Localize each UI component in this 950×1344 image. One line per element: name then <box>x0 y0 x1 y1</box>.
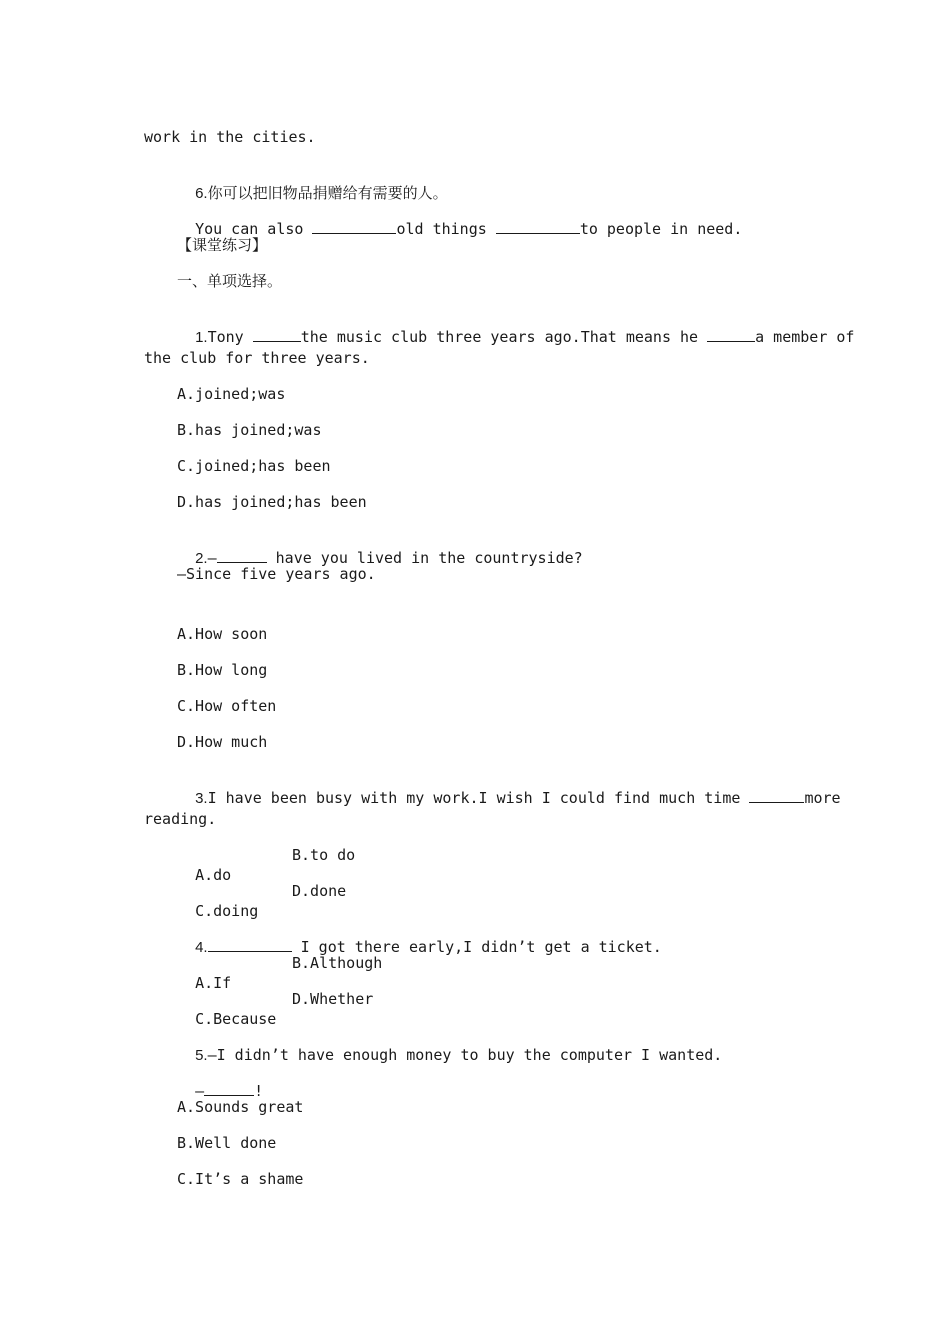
question-3-stem <box>177 768 841 809</box>
question-number: 2. <box>195 550 208 567</box>
option-c[interactable]: C.doing <box>195 902 259 920</box>
answer-blank[interactable] <box>208 937 292 952</box>
stem-part: I got there early,I didn’t get a ticket. <box>291 938 662 956</box>
question-number: 1. <box>195 329 208 346</box>
question-2-reply: —Since five years ago. <box>177 565 376 583</box>
stem-part: the music club three years ago.That means he <box>300 328 708 346</box>
question-2-stem <box>177 528 583 569</box>
section-subtitle: 一、单项选择。 <box>177 272 283 290</box>
question-5-reply <box>177 1061 263 1101</box>
translation-item-6-sentence <box>177 199 742 239</box>
answer-blank[interactable] <box>312 219 396 234</box>
translation-item-6-prompt <box>177 163 448 204</box>
option-d[interactable]: D.Whether <box>292 990 374 1008</box>
option-row <box>177 989 477 1029</box>
option-b[interactable]: B.to do <box>292 846 356 864</box>
option-c[interactable]: C.Because <box>195 1010 277 1028</box>
chinese-prompt: 你可以把旧物品捐赠给有需要的人。 <box>207 184 448 202</box>
stem-part: a member of <box>755 328 855 346</box>
answer-blank[interactable] <box>749 788 804 803</box>
option-b[interactable]: B.How long <box>177 661 268 679</box>
question-3-stem-continued: reading. <box>144 810 217 828</box>
item-number: 6. <box>195 185 208 202</box>
sentence-part: You can also <box>195 220 313 238</box>
stem-part: — <box>207 549 217 567</box>
option-b[interactable]: B.has joined;was <box>177 421 322 439</box>
stem-part: have you lived in the countryside? <box>266 549 583 567</box>
question-1-stem <box>177 307 854 348</box>
option-a[interactable]: A.do <box>195 866 232 884</box>
previous-item-tail: work in the cities. <box>144 128 316 146</box>
option-c[interactable]: C.It’s a shame <box>177 1170 304 1188</box>
stem-part: I have been busy with my work.I wish I could find much time <box>207 789 750 807</box>
answer-blank[interactable] <box>253 327 301 342</box>
option-a[interactable]: A.joined;was <box>177 385 286 403</box>
stem-part: more <box>804 789 841 807</box>
reply-part: ! <box>254 1082 264 1100</box>
answer-blank[interactable] <box>496 219 580 234</box>
question-number: 5. <box>195 1047 208 1064</box>
option-d[interactable]: D.How much <box>177 733 268 751</box>
option-d[interactable]: D.done <box>292 882 347 900</box>
stem-part: —I didn’t have enough money to buy the computer I wanted. <box>207 1046 723 1064</box>
reply-part: — <box>195 1082 205 1100</box>
question-number: 4. <box>195 939 208 956</box>
question-5-stem <box>177 1025 722 1066</box>
option-c[interactable]: C.How often <box>177 697 277 715</box>
stem-part: Tony <box>207 328 253 346</box>
option-a[interactable]: A.Sounds great <box>177 1098 304 1116</box>
option-c[interactable]: C.joined;has been <box>177 457 331 475</box>
question-4-stem <box>177 917 662 958</box>
option-d[interactable]: D.has joined;has been <box>177 493 367 511</box>
option-b[interactable]: B.Although <box>292 954 383 972</box>
option-row <box>177 953 477 993</box>
option-row <box>177 881 477 921</box>
option-a[interactable]: A.If <box>195 974 232 992</box>
question-number: 3. <box>195 790 208 807</box>
question-1-stem-continued: the club for three years. <box>144 349 370 367</box>
sentence-part: old things <box>396 220 496 238</box>
option-a[interactable]: A.How soon <box>177 625 268 643</box>
answer-blank[interactable] <box>707 327 755 342</box>
answer-blank[interactable] <box>217 548 267 563</box>
answer-blank[interactable] <box>204 1081 254 1096</box>
sentence-part: to people in need. <box>579 220 743 238</box>
option-b[interactable]: B.Well done <box>177 1134 277 1152</box>
section-title: 【课堂练习】 <box>177 236 268 254</box>
option-row <box>177 845 477 885</box>
